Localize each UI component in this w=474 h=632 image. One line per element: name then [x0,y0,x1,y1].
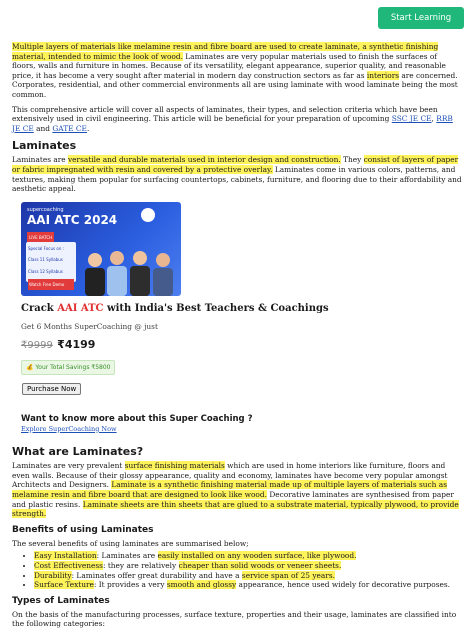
promo-banner[interactable] [21,202,181,296]
text: with India's Best Teachers & Coachings [103,302,329,314]
new-price: ₹4199 [57,337,96,351]
ssc-je-link[interactable]: SSC JE CE [391,114,432,124]
text: : they are relatively [102,561,179,571]
purchase-now-button[interactable]: Purchase Now [22,383,81,395]
types-heading: Types of Laminates [12,595,110,606]
highlight: Laminate sheets are thin sheets that are glued to a substrate material, typically plywood, to provide strength. [12,499,459,519]
highlight: Surface Texture [34,580,94,590]
intro-paragraph [12,42,462,100]
list-item [34,580,462,590]
text: Crack [21,302,58,314]
text: Laminates come in various colors, patterns, and textures, making them popular for surfacing countertops, cabinets, furniture, and flooring due to their affordability and aesthetic appeal. [12,164,462,194]
laminates-heading: Laminates [12,139,77,153]
highlight: Durability [34,570,72,580]
text: which are used in home interiors like furniture, floors and even walls. Because of their glossy appearance, quality and economy, laminates have become very popular amongst Architects and Designers. [12,461,448,490]
gate-link[interactable]: GATE CE [52,123,87,133]
laminates-paragraph [12,155,462,193]
demo-label: Watch Free Demo [28,279,74,291]
focus-box [26,242,76,287]
text: Laminates are very popular materials used to finish the surfaces of floors, walls and furniture in homes. Because of its versatility, elegant appearance, superior quality, and reasonable price, it has become a very sought after material in modern day construction sectors as far as [12,51,446,80]
highlight: interiors [366,70,400,80]
text: : It provides a very [93,580,167,590]
highlight: Multiple layers of materials like melamine resin and fibre board are used to create laminate, a synthetic finishing material, intended to mimic the look of wood. [12,42,439,61]
text: This comprehensive article will cover all aspects of laminates, their types, and selection criteria which have been extensively used in civil engineering. This article will be beneficial for your preparation of upcoming [12,104,438,124]
explore-link-wrap [21,425,462,435]
explore-supercoaching-link[interactable]: Explore SuperCoaching Now [21,424,117,433]
aai-logo-icon [141,208,155,222]
top-bar [0,0,474,42]
highlight: easily installed on any wooden surface, like plywood. [157,551,357,561]
text: Laminates are very prevalent [12,461,125,471]
promo-subtitle: Get 6 Months SuperCoaching @ just [21,322,158,332]
highlight: Cost Effectiveness [34,561,103,571]
text: They [340,155,364,165]
benefits-intro: The several benefits of using laminates are summarised below; [12,538,249,548]
text: : Laminates are [96,551,158,561]
brand-logo-text: supercoaching [27,206,64,213]
list-item [34,551,462,561]
text: and [33,123,53,133]
teachers-illustration [81,240,177,296]
text: Laminates are [12,155,68,165]
highlight: smooth and glossy [166,580,237,590]
scope-paragraph [12,105,462,134]
more-info-heading: Want to know more about this Super Coaching ? [21,414,253,425]
wallet-icon: 💰 [26,363,34,371]
benefits-list [12,551,462,589]
old-price: ₹9999 [21,339,53,351]
focus-item: Class 11 Syllabus [28,257,63,263]
promo-headline [21,304,462,314]
savings-text: Your Total Savings ₹5800 [35,363,111,371]
what-are-laminates-heading: What are Laminates? [12,445,144,459]
highlight: consist of layers of paper or fabric impregnated with resin and covered by a protective overlay. [12,155,459,174]
focus-item: Class 12 Syllabus [28,268,63,274]
text: . [86,123,90,133]
what-paragraph [12,461,462,519]
savings-badge [21,360,115,376]
list-item [34,561,462,571]
list-item [34,571,462,581]
highlight: versatile and durable materials used in interior design and construction. [68,155,341,165]
highlight: Easy Installation [34,551,97,561]
highlight: cheaper than solid woods or veneer sheets. [178,561,342,571]
start-learning-button[interactable]: Start Learning [378,7,464,29]
benefits-heading: Benefits of using Laminates [12,524,154,535]
live-batch-tag: LIVE BATCH [27,232,54,244]
article [0,42,474,629]
separator: , [431,114,437,124]
text: : Laminates offer great durability and have a [71,570,242,580]
types-paragraph: On the basis of the manufacturing processes, surface texture, properties and their usage, laminates are classified into the following categories: [12,609,457,629]
price-row [21,337,462,351]
highlight: surface finishing materials [124,461,225,471]
highlight: service span of 25 years. [241,570,335,580]
focus-label: Special Focus on : [28,245,64,251]
exam-name: AAI ATC [57,302,104,314]
text: appearance, hence used widely for decorative purposes. [236,580,451,590]
text: Decorative laminates are synthesised from paper and plastic resins. [12,490,454,509]
rrb-je-link[interactable]: RRB JE CE [12,114,453,133]
highlight: Laminate is a synthetic finishing material made up of multiple layers of materials such as melamine resin and fibre board that are designed to look like wood. [12,480,447,500]
promo-title: AAI ATC 2024 [27,212,118,227]
text: are concerned. Corporates, residential, and other commercial environments all are using laminate with wood laminate being the most common. [12,70,458,99]
